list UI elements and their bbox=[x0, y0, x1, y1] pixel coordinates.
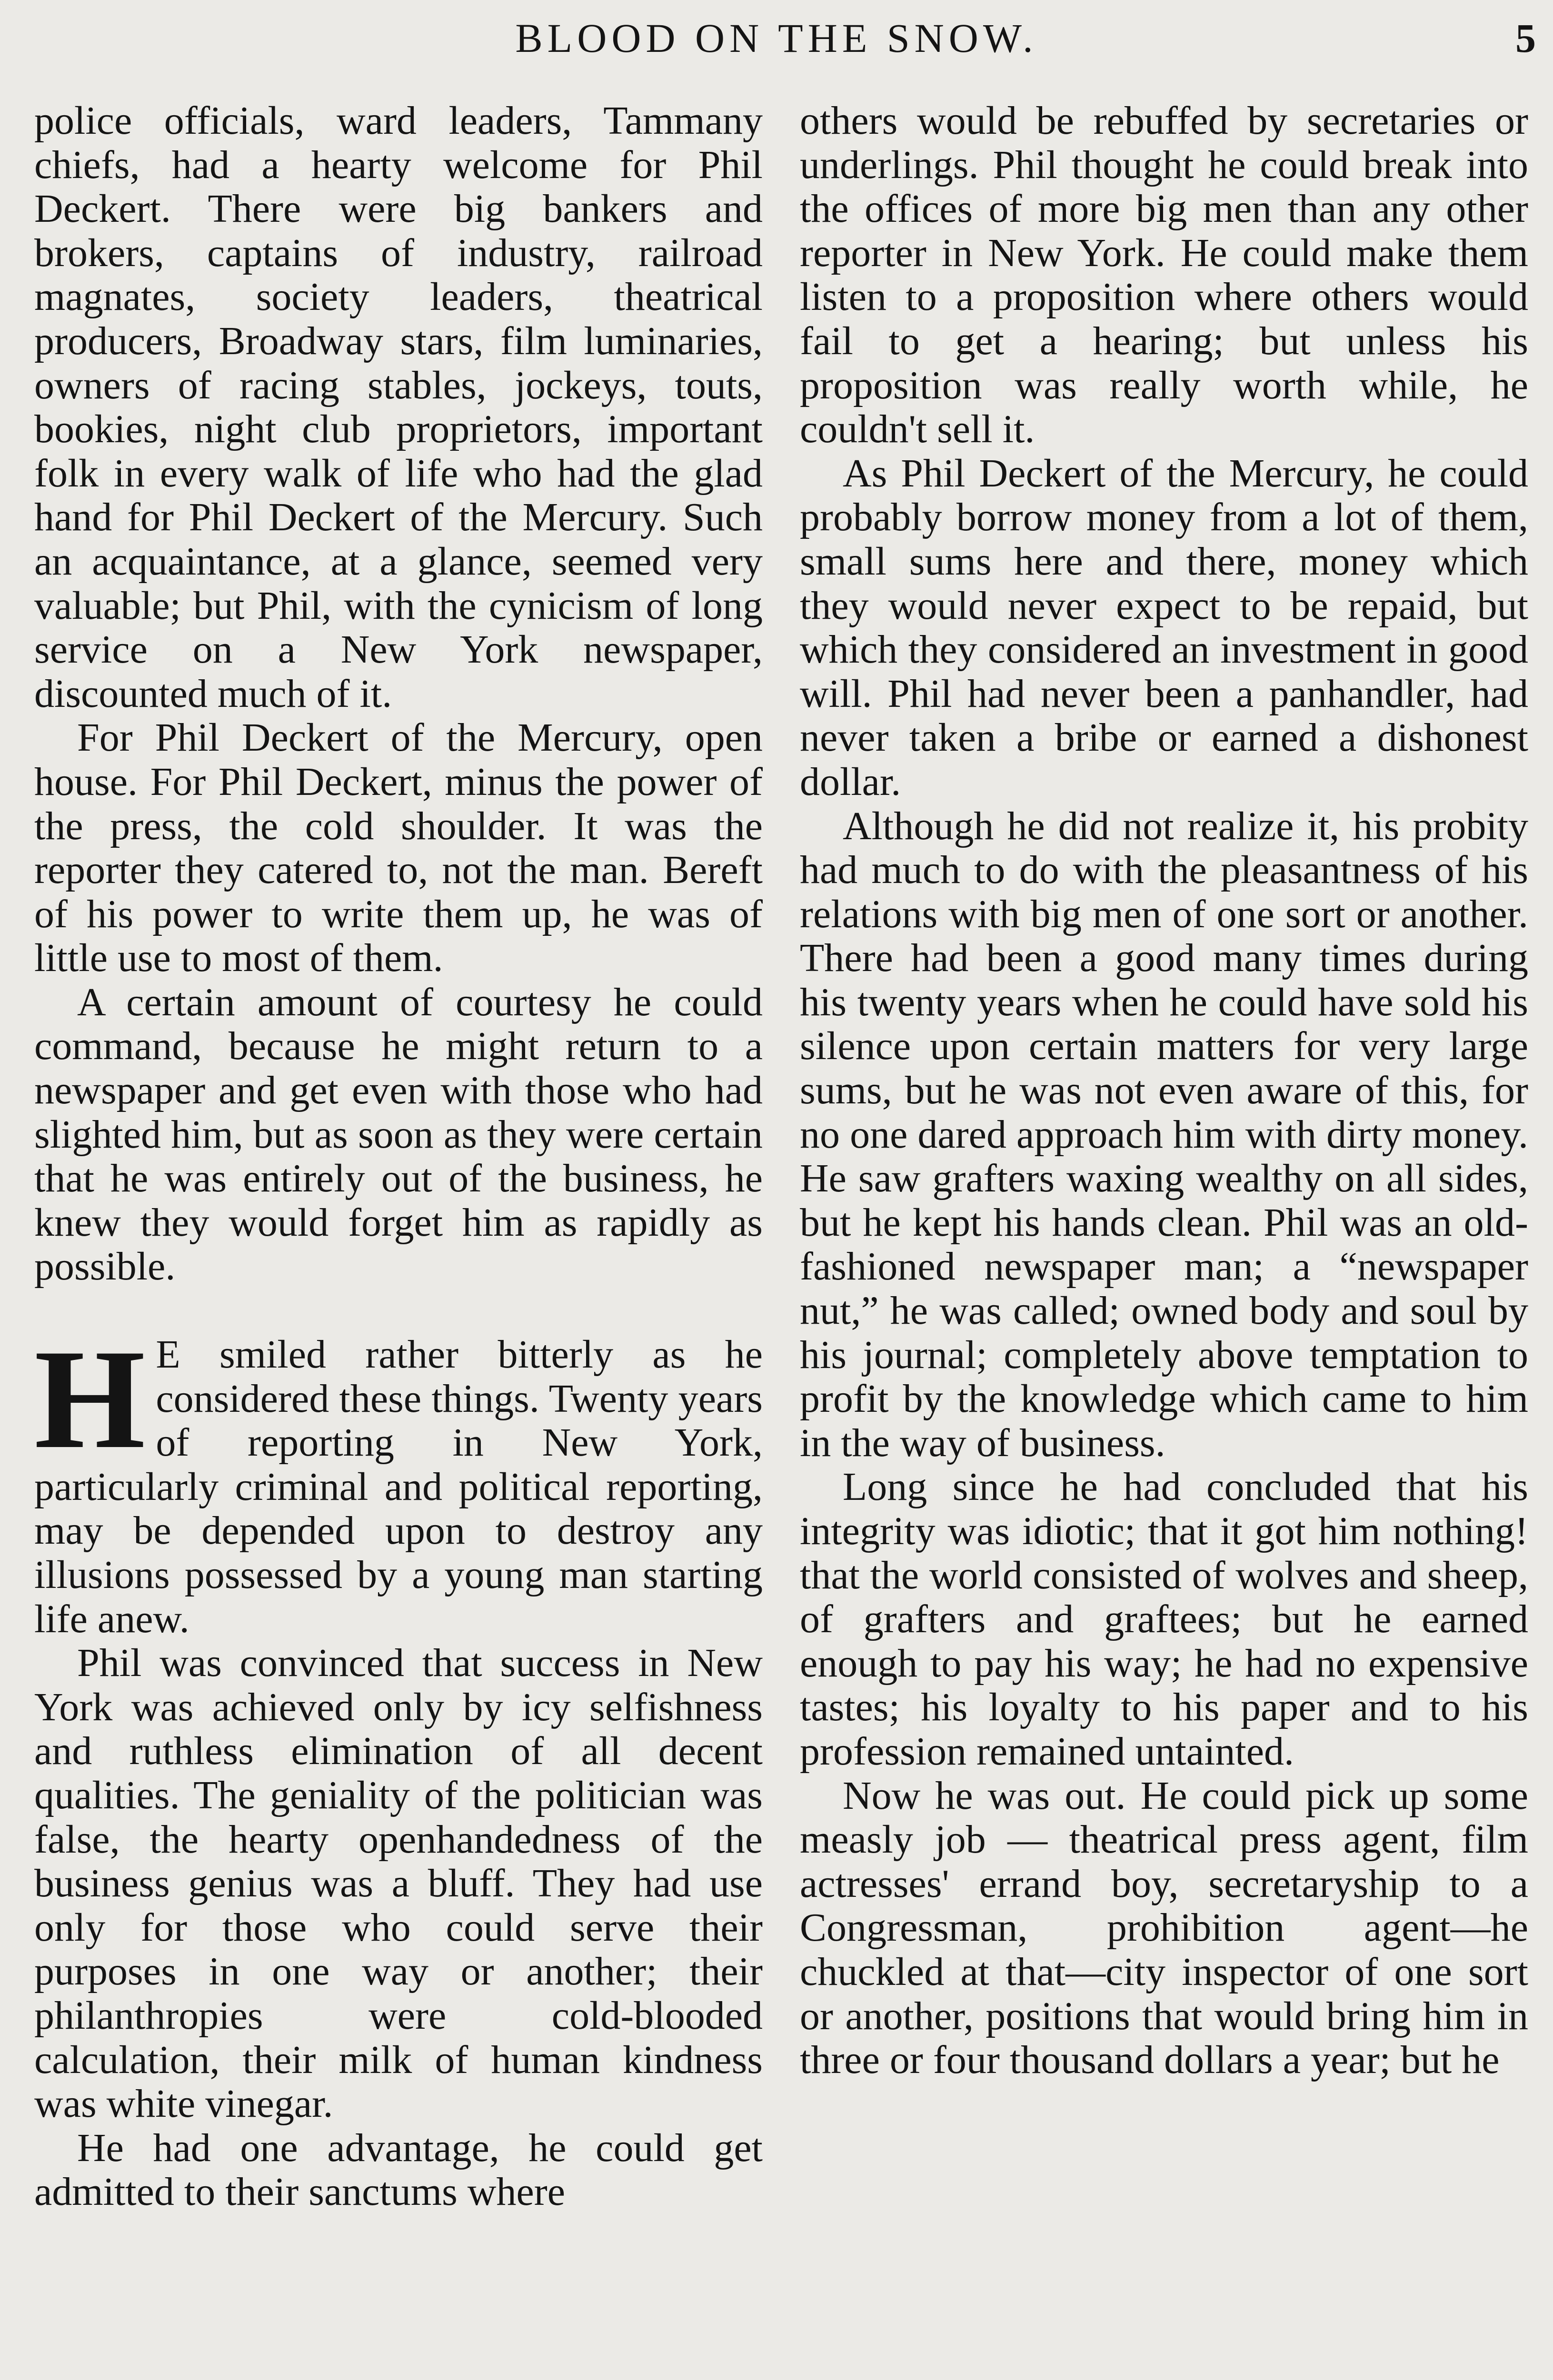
paragraph: For Phil Deckert of the Mercury, open house. For Phil Deckert, minus the power of the press, the cold shoulder. It was the reporter they catered to, not the man. Bereft of his power to write them up, he was of little use to most of them. bbox=[34, 715, 763, 981]
right-column bbox=[800, 99, 1528, 2082]
paragraph: A certain amount of courtesy he could command, because he might return to a newspaper and get even with those who had slighted him, but as soon as they were certain that he was entirely out of the business, he knew they would forget him as rapidly as possible. bbox=[34, 980, 763, 1289]
drop-cap-paragraph: HE smiled rather bitterly as he considered these things. Twenty years of reporting in New York, particularly criminal and political reporting, may be depended upon to destroy any illusions possessed by a young man starting life anew. bbox=[34, 1320, 763, 1641]
paragraph: Phil was convinced that success in New York was achieved only by icy selfishness and ruthless elimination of all decent qualities. The geniality of the politician was false, the hearty openhandedness of the business genius was a bluff. They had use only for those who could serve their purposes in one way or another; their philanthropies were cold-blooded calculation, their milk of human kindness was white vinegar. bbox=[34, 1641, 763, 2126]
page-header bbox=[0, 14, 1553, 67]
paragraph: As Phil Deckert of the Mercury, he could probably borrow money from a lot of them, small sums here and there, money which they would never expect to be repaid, but which they considered an investment in good will. Phil had never been a panhandler, had never taken a bribe or earned a dishonest dollar. bbox=[800, 451, 1528, 804]
paragraph: Now he was out. He could pick up some measly job — theatrical press agent, film actresses' errand boy, secretaryship to a Congressman, prohibition agent—he chuckled at that—city inspector of one sort or another, positions that would bring him in three or four thousand dollars a year; but he bbox=[800, 1773, 1528, 2082]
paragraph: He had one advantage, he could get admitted to their sanctums where bbox=[34, 2125, 763, 2214]
running-title: BLOOD ON THE SNOW. bbox=[515, 15, 1038, 61]
paragraph: police officials, ward leaders, Tammany chiefs, had a hearty welcome for Phil Deckert. There were big bankers and brokers, captains of industry, railroad magnates, society leaders, theatrical producers, Broadway stars, film luminaries, owners of racing stables, jockeys, touts, bookies, night club proprietors, important folk in every walk of life who had the glad hand for Phil Deckert of the Mercury. Such an acquaintance, at a glance, seemed very valuable; but Phil, with the cynicism of long service on a New York newspaper, discounted much of it. bbox=[34, 99, 763, 716]
left-column bbox=[34, 99, 763, 2214]
paragraph: Although he did not realize it, his probity had much to do with the pleasantness of his relations with big men of one sort or another. There had been a good many times during his twenty years when he could have sold his silence upon certain matters for very large sums, but he was not even aware of this, for no one dared approach him with dirty money. He saw grafters waxing wealthy on all sides, but he kept his hands clean. Phil was an old-fashioned newspaper man; a “newspaper nut,” he was called; owned body and soul by his journal; completely above temptation to profit by the knowledge which came to him in the way of business. bbox=[800, 803, 1528, 1465]
paragraph: Long since he had concluded that his integrity was idiotic; that it got him nothing! that the world consisted of wolves and sheep, of grafters and graftees; but he earned enough to pay his way; he had no expensive tastes; his loyalty to his paper and to his profession remained untainted. bbox=[800, 1465, 1528, 1774]
paragraph: others would be rebuffed by secretaries or underlings. Phil thought he could break into the offices of more big men than any other reporter in New York. He could make them listen to a proposition where others would fail to get a hearing; but unless his proposition was really worth while, he couldn't sell it. bbox=[800, 99, 1528, 452]
page-number: 5 bbox=[1515, 15, 1536, 61]
